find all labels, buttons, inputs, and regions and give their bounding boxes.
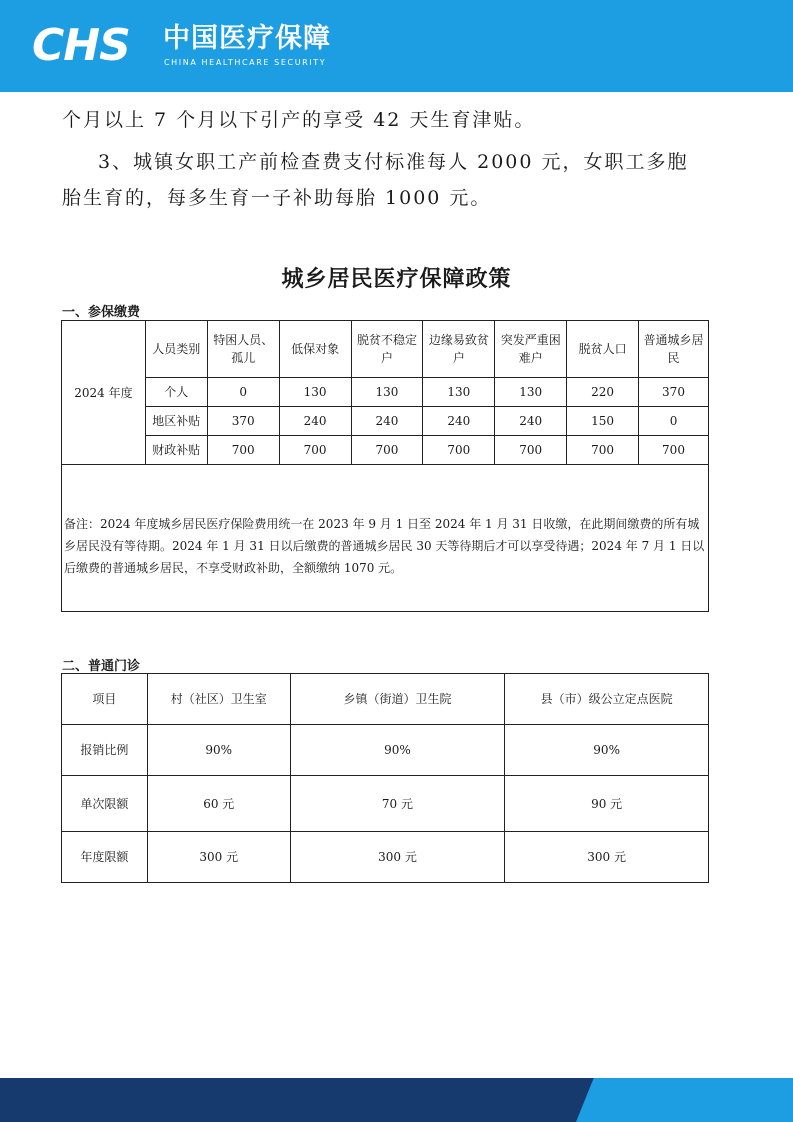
value-cell: 0 bbox=[639, 407, 709, 436]
header-cell: 边缘易致贫户 bbox=[423, 321, 495, 378]
table-row bbox=[62, 407, 709, 436]
document-title: 城乡居民医疗保障政策 bbox=[281, 266, 512, 292]
logo-english-name: CHINA HEALTHCARE SECURITY bbox=[164, 58, 327, 67]
table-row bbox=[62, 725, 709, 776]
table-row bbox=[62, 776, 709, 832]
table-row bbox=[62, 832, 709, 883]
value-cell: 700 bbox=[639, 436, 709, 465]
value-cell: 130 bbox=[351, 378, 423, 407]
row-label-cell: 单次限额 bbox=[62, 776, 148, 832]
footer-band-blue-fill bbox=[640, 1078, 793, 1122]
value-cell: 90% bbox=[290, 725, 505, 776]
value-cell: 700 bbox=[495, 436, 567, 465]
outpatient-table bbox=[61, 673, 709, 883]
footer-band-navy bbox=[0, 1078, 600, 1122]
table-row bbox=[62, 436, 709, 465]
header-cell: 脱贫不稳定户 bbox=[351, 321, 423, 378]
value-cell: 240 bbox=[495, 407, 567, 436]
value-cell: 300 元 bbox=[147, 832, 290, 883]
value-cell: 90% bbox=[505, 725, 709, 776]
value-cell: 0 bbox=[207, 378, 279, 407]
page-header-banner bbox=[0, 0, 793, 92]
table-row bbox=[62, 465, 709, 612]
value-cell: 130 bbox=[495, 378, 567, 407]
intro-line-2: 3、城镇女职工产前检查费支付标准每人 2000 元，女职工多胞 bbox=[98, 151, 689, 173]
value-cell: 240 bbox=[279, 407, 351, 436]
header-cell: 突发严重困难户 bbox=[495, 321, 567, 378]
value-cell: 90% bbox=[147, 725, 290, 776]
row-label-cell: 报销比例 bbox=[62, 725, 148, 776]
table-row bbox=[62, 674, 709, 725]
value-cell: 240 bbox=[423, 407, 495, 436]
value-cell: 700 bbox=[207, 436, 279, 465]
value-cell: 370 bbox=[207, 407, 279, 436]
value-cell: 700 bbox=[351, 436, 423, 465]
row-label-cell: 年度限额 bbox=[62, 832, 148, 883]
intro-line-3: 胎生育的，每多生育一子补助每胎 1000 元。 bbox=[62, 187, 492, 209]
header-cell: 乡镇（街道）卫生院 bbox=[290, 674, 505, 725]
table-row bbox=[62, 321, 709, 378]
value-cell: 300 元 bbox=[290, 832, 505, 883]
header-cell: 人员类别 bbox=[145, 321, 207, 378]
note-cell: 备注：2024 年度城乡居民医疗保险费用统一在 2023 年 9 月 1 日至 2024 年 1 月 31 日收缴，在此期间缴费的所有城乡居民没有等待期。2024 年 1 月 31 日以后缴费的普通城乡居民 30 天等待期后才可以享受待遇；2024 年 7 月 1 日以后缴费的普通城乡居民，不享受财政补助，全额缴纳 1070 元。 bbox=[62, 465, 709, 612]
value-cell: 130 bbox=[279, 378, 351, 407]
value-cell: 370 bbox=[639, 378, 709, 407]
header-cell: 脱贫人口 bbox=[567, 321, 639, 378]
header-cell: 低保对象 bbox=[279, 321, 351, 378]
value-cell: 240 bbox=[351, 407, 423, 436]
value-cell: 130 bbox=[423, 378, 495, 407]
value-cell: 150 bbox=[567, 407, 639, 436]
logo-chinese-name: 中国医疗保障 bbox=[163, 23, 331, 54]
contribution-table bbox=[61, 320, 709, 612]
row-label-cell: 个人 bbox=[145, 378, 207, 407]
header-cell: 普通城乡居民 bbox=[639, 321, 709, 378]
year-cell: 2024 年度 bbox=[62, 321, 146, 465]
row-label-cell: 地区补贴 bbox=[145, 407, 207, 436]
section-2-title: 二、普通门诊 bbox=[62, 659, 141, 674]
value-cell: 700 bbox=[567, 436, 639, 465]
header-cell: 村（社区）卫生室 bbox=[147, 674, 290, 725]
chs-logo: CHS bbox=[32, 20, 130, 71]
header-cell: 特困人员、孤儿 bbox=[207, 321, 279, 378]
value-cell: 700 bbox=[279, 436, 351, 465]
header-cell: 县（市）级公立定点医院 bbox=[505, 674, 709, 725]
intro-line-1: 个月以上 7 个月以下引产的享受 42 天生育津贴。 bbox=[62, 109, 536, 131]
value-cell: 70 元 bbox=[290, 776, 505, 832]
header-cell: 项目 bbox=[62, 674, 148, 725]
value-cell: 90 元 bbox=[505, 776, 709, 832]
table-row bbox=[62, 378, 709, 407]
value-cell: 700 bbox=[423, 436, 495, 465]
section-1-title: 一、参保缴费 bbox=[62, 305, 141, 320]
value-cell: 60 元 bbox=[147, 776, 290, 832]
value-cell: 300 元 bbox=[505, 832, 709, 883]
row-label-cell: 财政补贴 bbox=[145, 436, 207, 465]
value-cell: 220 bbox=[567, 378, 639, 407]
